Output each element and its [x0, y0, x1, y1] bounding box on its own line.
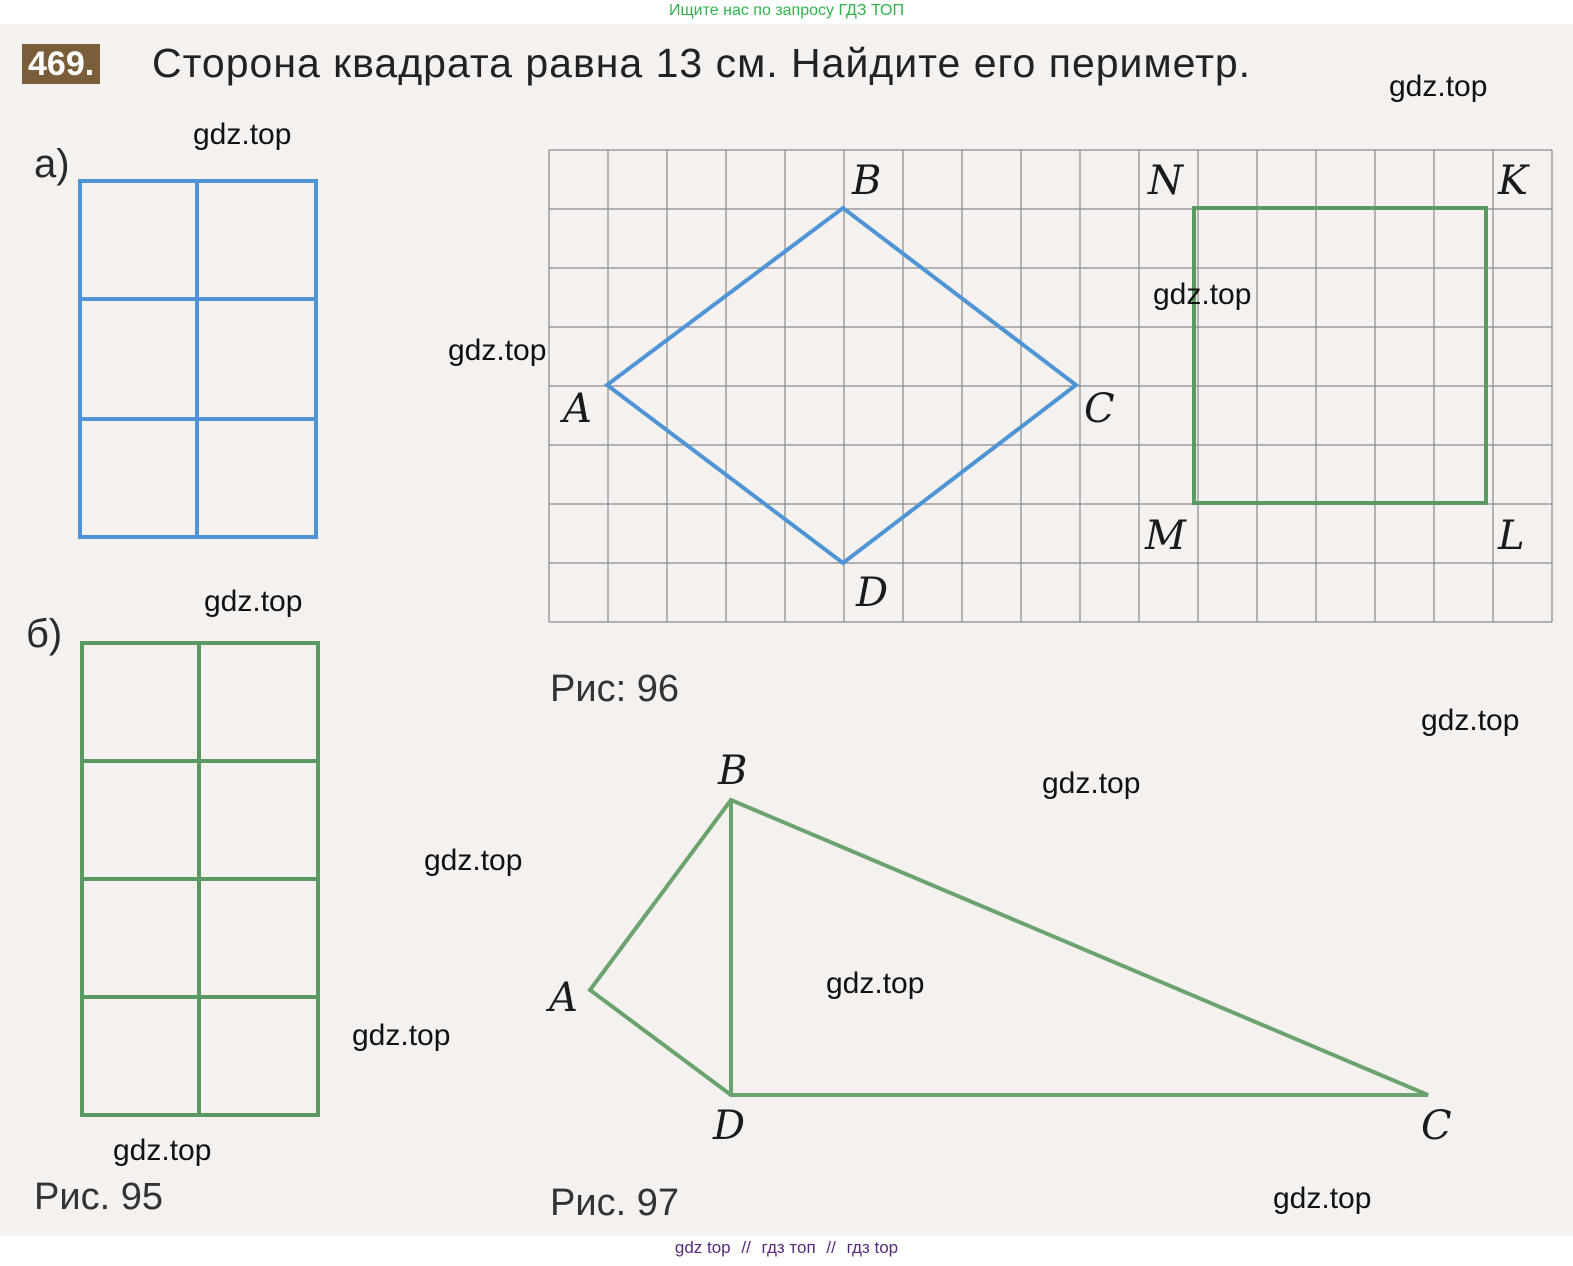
fig96-point-k: K [1498, 158, 1528, 204]
bottom-banner[interactable] [0, 1238, 1573, 1258]
problem-number: 469. [22, 44, 100, 84]
bottom-link-2[interactable]: гдз топ [761, 1238, 816, 1257]
watermark: gdz.top [352, 1019, 451, 1052]
bottom-link-3[interactable]: гдз top [846, 1238, 899, 1257]
fig96-point-c: C [1084, 386, 1115, 432]
fig97-point-d: D [713, 1103, 746, 1149]
watermark: gdz.top [113, 1134, 212, 1167]
fig96-point-b: B [852, 158, 882, 204]
bottom-separator: // [741, 1238, 751, 1257]
watermark: gdz.top [826, 967, 925, 1000]
bottom-link-1[interactable]: gdz top [674, 1238, 731, 1257]
watermark: gdz.top [193, 118, 292, 151]
fig96-point-n: N [1148, 158, 1183, 204]
fig96-point-m: M [1145, 513, 1186, 559]
fig96-grid [549, 150, 1552, 622]
fig96-point-l: L [1498, 513, 1525, 559]
fig96-point-a: A [563, 386, 592, 432]
fig95b-rectangle [82, 643, 318, 1115]
watermark: gdz.top [1153, 278, 1252, 311]
fig97-quadrilateral [590, 800, 1428, 1095]
fig97-caption: Рис. 97 [550, 1182, 679, 1224]
watermark: gdz.top [1042, 767, 1141, 800]
watermark: gdz.top [1389, 70, 1488, 103]
fig96-rectangle-nklm [1194, 208, 1486, 503]
watermark: gdz.top [448, 334, 547, 367]
watermark: gdz.top [204, 585, 303, 618]
fig96-caption: Рис: 96 [550, 668, 679, 710]
fig97-point-c: C [1421, 1103, 1452, 1149]
problem-text: Сторона квадрата равна 13 см. Найдите его периметр. [152, 40, 1252, 86]
fig96-point-d: D [856, 570, 889, 616]
watermark: gdz.top [1421, 704, 1520, 737]
fig95-caption: Рис. 95 [34, 1176, 163, 1218]
fig95-label-a: а) [34, 142, 70, 186]
bottom-separator: // [826, 1238, 836, 1257]
top-banner[interactable]: Ищите нас по запросу ГДЗ ТОП [669, 2, 904, 19]
watermark: gdz.top [1273, 1182, 1372, 1215]
fig95-label-b: б) [26, 612, 63, 656]
fig95a-square [80, 181, 316, 537]
fig97-point-a: A [549, 975, 578, 1021]
watermark: gdz.top [424, 844, 523, 877]
fig97-point-b: B [718, 748, 748, 794]
